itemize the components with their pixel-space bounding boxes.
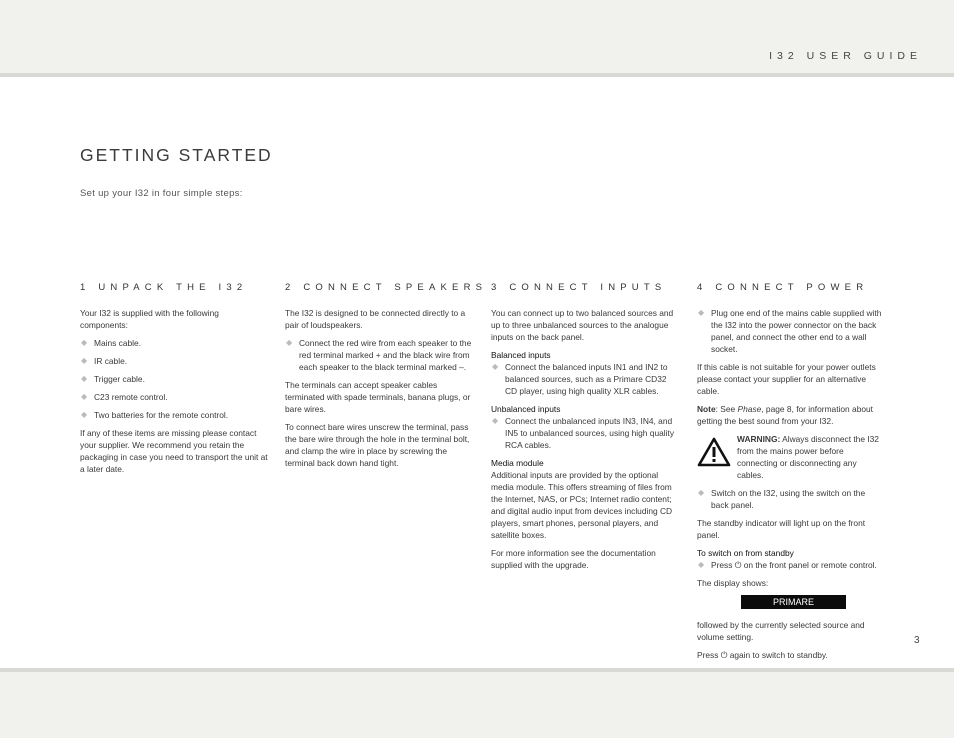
list-item-text: Connect the unbalanced inputs IN3, IN4, and IN5 to unbalanced sources, using high quality RCA cables. — [505, 416, 675, 450]
subheading: Balanced inputs — [491, 350, 551, 360]
diamond-bullet-icon: ◆ — [698, 488, 705, 497]
list-item-text: Press — [711, 560, 735, 570]
list-item — [80, 355, 268, 367]
list-item — [697, 307, 885, 355]
list-item-text: Trigger cable. — [94, 374, 145, 384]
column-connect-power — [697, 282, 885, 667]
top-margin-band — [0, 0, 954, 73]
list-item — [80, 337, 268, 349]
column-title: 4 CONNECT POWER — [697, 282, 869, 293]
list-item-text: IR cable. — [94, 356, 128, 366]
paragraph: followed by the currently selected source and volume setting. — [697, 620, 865, 642]
instruction-list — [491, 415, 679, 451]
paragraph-text: Press — [697, 650, 721, 660]
diamond-bullet-icon: ◆ — [81, 356, 88, 365]
instruction-list — [697, 307, 885, 355]
list-item-text: Connect the balanced inputs IN1 and IN2 to balanced sources, such as a Primare CD32 CD player, using high quality XLR cables. — [505, 362, 668, 396]
subheading: Unbalanced inputs — [491, 404, 561, 414]
paragraph-text: again to switch to standby. — [727, 650, 828, 660]
list-item-text: Two batteries for the remote control. — [94, 410, 229, 420]
paragraph: Additional inputs are provided by the optional media module. This offers streaming of files from the Internet, NAS, or PCs; Internet radio content; and digital audio input from devices including CD players, smart phones, personal players, and satellite boxes. — [491, 470, 673, 540]
paragraph: The display shows: — [697, 578, 769, 588]
display-readout: PRIMARE — [741, 595, 846, 609]
paragraph: For more information see the documentation supplied with the upgrade. — [491, 548, 656, 570]
instruction-list — [491, 361, 679, 397]
diamond-bullet-icon: ◆ — [81, 374, 88, 383]
component-list — [80, 337, 268, 421]
column-title: 2 CONNECT SPEAKERS — [285, 282, 488, 293]
diamond-bullet-icon: ◆ — [81, 338, 88, 347]
paragraph — [697, 649, 885, 661]
intro-text: Set up your I32 in four simple steps: — [80, 188, 243, 199]
list-item-text: Mains cable. — [94, 338, 142, 348]
page-heading: GETTING STARTED — [80, 145, 273, 165]
paragraph: Your I32 is supplied with the following components: — [80, 308, 219, 330]
guide-title: I32 USER GUIDE — [769, 50, 922, 62]
paragraph: The I32 is designed to be connected directly to a pair of loudspeakers. — [285, 308, 466, 330]
note-label: Note — [697, 404, 716, 414]
list-item — [697, 487, 885, 511]
column-connect-inputs — [491, 282, 679, 577]
paragraph: The standby indicator will light up on the front panel. — [697, 518, 866, 540]
paragraph: The terminals can accept speaker cables terminated with spade terminals, banana plugs, or bare wires. — [285, 380, 471, 414]
list-item-text: C23 remote control. — [94, 392, 168, 402]
column-title: 1 UNPACK THE I32 — [80, 282, 248, 293]
instruction-list — [697, 559, 885, 571]
instruction-list — [697, 487, 885, 511]
list-item-text: on the front panel or remote control. — [741, 560, 877, 570]
list-item — [491, 361, 679, 397]
note-text: , page 8, for information about getting the best sound from your I32. — [697, 404, 874, 426]
list-item — [80, 409, 268, 421]
note-text: : See — [715, 404, 738, 414]
list-item — [285, 337, 473, 373]
power-icon: ⏻ — [734, 560, 742, 570]
paragraph: If any of these items are missing please contact your supplier. We recommend you retain the packaging in case you need to transport the unit at a later date. — [80, 428, 268, 474]
warning-label: WARNING: — [737, 434, 781, 444]
diamond-bullet-icon: ◆ — [286, 338, 293, 347]
instruction-list — [285, 337, 473, 373]
diamond-bullet-icon: ◆ — [698, 308, 705, 317]
bottom-margin-band — [0, 672, 954, 738]
list-item-text: Connect the red wire from each speaker to the red terminal marked + and the black wire from each speaker to the black terminal marked –. — [299, 338, 472, 372]
list-item — [80, 373, 268, 385]
list-item — [697, 559, 885, 571]
warning-block — [697, 433, 885, 481]
subheading: To switch on from standby — [697, 548, 794, 558]
list-item-text: Plug one end of the mains cable supplied with the I32 into the power connector on the back panel, and connect the other end to a wall socket. — [711, 308, 882, 354]
list-item-text: Switch on the I32, using the switch on the back panel. — [711, 488, 866, 510]
warning-triangle-icon — [697, 437, 731, 467]
list-item — [491, 415, 679, 451]
paragraph: If this cable is not suitable for your power outlets please contact your supplier for an alternative cable. — [697, 362, 876, 396]
paragraph: To connect bare wires unscrew the terminal, pass the bare wire through the hole in the terminal bolt, and clamp the wire in place by screwing the terminal back down hand tight. — [285, 422, 470, 468]
note-reference: Phase — [737, 404, 762, 414]
diamond-bullet-icon: ◆ — [81, 410, 88, 419]
subheading: Media module — [491, 458, 544, 468]
diamond-bullet-icon: ◆ — [492, 362, 499, 371]
power-icon: ⏻ — [720, 650, 728, 660]
note-paragraph — [697, 403, 885, 427]
page-number: 3 — [914, 635, 920, 646]
diamond-bullet-icon: ◆ — [81, 392, 88, 401]
list-item — [80, 391, 268, 403]
column-title: 3 CONNECT INPUTS — [491, 282, 667, 293]
paragraph: You can connect up to two balanced sources and up to three unbalanced sources to the analogue inputs on the back panel. — [491, 308, 674, 342]
column-connect-speakers — [285, 282, 488, 475]
diamond-bullet-icon: ◆ — [698, 560, 705, 569]
warning-text: Always disconnect the I32 from the mains power before connecting or disconnecting any cables. — [737, 434, 879, 480]
diamond-bullet-icon: ◆ — [492, 416, 499, 425]
column-unpack — [80, 282, 268, 481]
